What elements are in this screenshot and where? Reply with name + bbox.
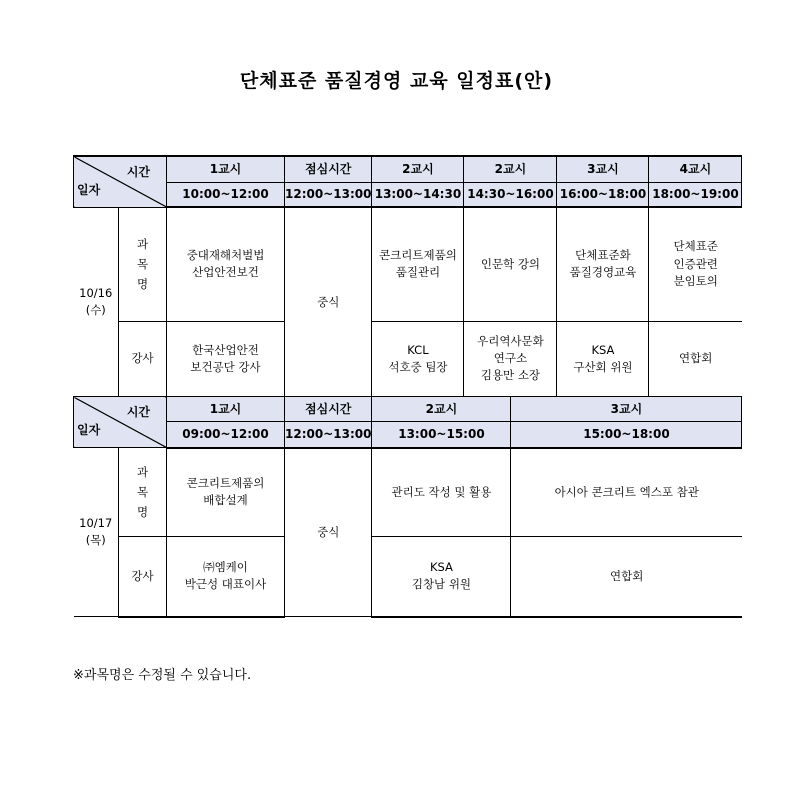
corner-header: [74, 397, 167, 448]
subject-cell: 관리도 작성 및 활용: [372, 448, 511, 537]
instructor-row-label: 강사: [119, 321, 167, 397]
instructor-cell: 연합회: [511, 537, 742, 617]
subject-cell: 중대재해처벌법 산업안전보건: [167, 207, 285, 321]
corner-header: [74, 156, 167, 207]
subject-row-label: 과 목 명: [119, 448, 167, 537]
period-header: 점심시간: [285, 156, 372, 182]
instructor-cell: ㈜엠케이 박근성 대표이사: [167, 537, 285, 617]
page-title: 단체표준 품질경영 교육 일정표(안): [239, 70, 554, 92]
schedule-table-day1: [73, 155, 742, 398]
instructor-cell: 연합회: [649, 321, 742, 397]
time-range: 18:00~19:00: [649, 182, 742, 207]
date-header: 일자: [77, 182, 101, 197]
period-header: 2교시: [372, 397, 511, 422]
instructor-row-label: 강사: [119, 537, 167, 617]
weekday-text: (목): [85, 533, 106, 547]
date-text: 10/17: [79, 515, 113, 530]
time-header: 시간: [126, 405, 150, 419]
subject-row-label: 과 목 명: [119, 207, 167, 321]
footnote: ※과목명은 수정될 수 있습니다.: [73, 668, 252, 683]
period-header: 1교시: [167, 397, 285, 422]
instructor-cell: KCL 석호중 팀장: [372, 321, 464, 397]
time-range: 14:30~16:00: [464, 182, 557, 207]
lunch-cell: 중식: [285, 448, 372, 617]
date-header: 일자: [77, 423, 101, 437]
subject-cell: 단체표준화 품질경영교육: [557, 207, 649, 321]
date-text: 10/16: [79, 285, 113, 300]
date-cell: [74, 448, 119, 617]
time-range: 12:00~13:00: [285, 182, 372, 207]
subject-cell: 콘크리트제품의 품질관리: [372, 207, 464, 321]
schedule-table-day2: [73, 396, 742, 618]
period-header: 4교시: [649, 156, 742, 182]
time-range: 16:00~18:00: [557, 182, 649, 207]
time-range: 13:00~14:30: [372, 182, 464, 207]
instructor-cell: 우리역사문화 연구소 김용만 소장: [464, 321, 557, 397]
time-header: 시간: [126, 165, 150, 179]
period-header: 3교시: [557, 156, 649, 182]
time-range: 15:00~18:00: [511, 422, 742, 448]
instructor-cell: KSA 구산회 위원: [557, 321, 649, 397]
time-range: 13:00~15:00: [372, 422, 511, 448]
period-header: 2교시: [372, 156, 464, 182]
instructor-cell: 한국산업안전 보건공단 강사: [167, 321, 285, 397]
subject-cell: 콘크리트제품의 배합설계: [167, 448, 285, 537]
period-header: 2교시: [464, 156, 557, 182]
subject-cell: 아시아 콘크리트 엑스포 참관: [511, 448, 742, 537]
period-header: 3교시: [511, 397, 742, 422]
period-header: 점심시간: [285, 397, 372, 422]
time-range: 10:00~12:00: [167, 182, 285, 207]
period-header: 1교시: [167, 156, 285, 182]
subject-cell: 인문학 강의: [464, 207, 557, 321]
date-cell: [74, 207, 119, 397]
lunch-cell: 중식: [285, 207, 372, 397]
time-range: 12:00~13:00: [285, 422, 372, 448]
subject-cell: 단체표준 인증관련 분임토의: [649, 207, 742, 321]
instructor-cell: KSA 김창남 위원: [372, 537, 511, 617]
time-range: 09:00~12:00: [167, 422, 285, 448]
weekday-text: (수): [85, 303, 106, 317]
